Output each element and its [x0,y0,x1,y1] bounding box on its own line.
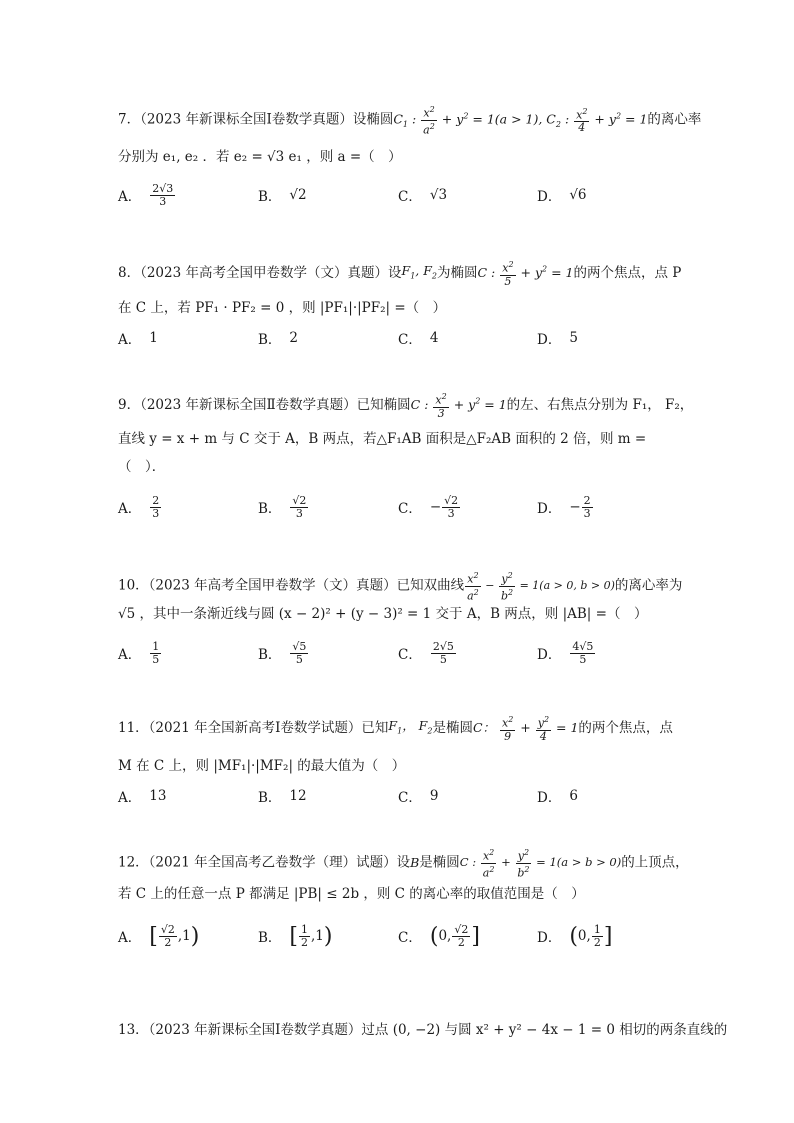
q12-option-d[interactable]: D． ( 0, $\frac{1}{2}$ ] [537,922,613,949]
q7-option-b[interactable]: B． √2 [258,187,307,205]
q11-option-d[interactable]: D． 6 [537,788,578,806]
q9-option-c[interactable]: C． − $\frac{√2}{3}$ [398,493,459,520]
q9-option-d[interactable]: D． − $\frac{2}{3}$ [537,493,591,520]
q11-option-b[interactable]: B． 12 [258,788,307,806]
q9-line3: （ ）． [118,459,166,475]
q10-line2: √5 ，其中一条渐近线与圆 (x − 2)² + (y − 3)² = 1 交于 A，B 两点，则 |AB| =（ ） [118,606,648,622]
q7-line1 [118,104,701,136]
q11-options [118,779,678,813]
q11-option-c[interactable]: C． 9 [398,788,439,806]
q9-option-b[interactable]: B． $\frac{√2}{3}$ [258,493,307,520]
q11-line2: M 在 C 上，则 |MF₁|·|MF₂| 的最大值为（ ） [118,758,406,774]
q7-math: $C_1$ : $\frac{x^2}{a^2}$ + $y^2 = 1(a > 1)$, $C_2$ : $\frac{x^2}{4}$ + $y^2 = 1$ [393,105,648,137]
q13-line1: 13．（2023 年新课标全国Ⅰ卷数学真题）过点 (0, −2) 与圆 x² + y² − 4x − 1 = 0 相切的两条直线的 [118,1022,728,1038]
q8-option-a[interactable]: A． 1 [118,330,158,348]
q9-line2: 直线 y = x + m 与 C 交于 A，B 两点，若△F₁AB 面积是△F₂AB 面积的 2 倍，则 m = [118,431,647,447]
q10-option-d[interactable]: D． $\frac{4√5}{5}$ [537,639,594,666]
q10-option-c[interactable]: C． $\frac{2√5}{5}$ [398,639,454,666]
q10-option-b[interactable]: B． $\frac{√5}{5}$ [258,639,307,666]
q12-line1: 12．（2021 年全国高考乙卷数学（理）试题）设B是椭圆C : $\frac{x^2}{a^2}$ + $\frac{y^2}{b^2}$ = 1(a > b > 0)的上顶点， [118,848,689,880]
q11-line1: 11．（2021 年全国新高考Ⅰ卷数学试题）已知$F_1$， $F_2$是椭圆C： $\frac{x^2}{9}$ + $\frac{y^2}{4}$ = 1的两个焦点，点 [118,715,673,743]
q7-option-c[interactable]: C． √3 [398,187,448,205]
q9-options [118,490,678,524]
q8-option-c[interactable]: C． 4 [398,330,439,348]
q7-option-d[interactable]: D． √6 [537,187,587,205]
q7-options [118,178,678,212]
q7-prefix: 7．（2023 年新课标全国Ⅰ卷数学真题）设椭圆 [118,111,394,128]
q12-option-a[interactable]: A． [ $\frac{√2}{2}$ ,1 ) [118,922,200,949]
q12-options [118,919,678,953]
q9-option-a[interactable]: A． $\frac{2}{3}$ [118,493,160,520]
q7-suffix: 的离心率 [647,111,702,128]
q12-option-b[interactable]: B． [ $\frac{1}{2}$ ,1 ) [258,922,333,949]
q10-option-a[interactable]: A． $\frac{1}{5}$ [118,639,160,666]
q8-line2: 在 C 上，若 PF₁ · PF₂ = 0 ，则 |PF₁|·|PF₂| =（ ） [118,300,447,316]
q10-line1: 10．（2023 年高考全国甲卷数学（文）真题）已知双曲线 $\frac{x^2}{a^2}$ − $\frac{y^2}{b^2}$ = 1(a > 0, b > 0)的离心率为 [118,571,683,603]
q9-line1: 9．（2023 年新课标全国Ⅱ卷数学真题）已知椭圆C : $\frac{x^2}{3}$ + $y^2 = 1$的左、右焦点分别为 F₁， F₂， [118,392,694,420]
q11-option-a[interactable]: A． 13 [118,788,167,806]
q8-line1: 8．（2023 年高考全国甲卷数学（文）真题）设$F_1$, $F_2$为椭圆C : $\frac{x^2}{5}$ + $y^2 = 1$的两个焦点，点 P [118,260,682,288]
q10-options [118,636,678,670]
q7-option-a[interactable]: A． $\frac{2√3}{3}$ [118,181,174,208]
q12-line2: 若 C 上的任意一点 P 都满足 |PB| ≤ 2b ，则 C 的离心率的取值范围是（ ） [118,886,585,902]
q7-line2: 分别为 e₁, e₂ ．若 e₂ = √3 e₁ ，则 a =（ ） [118,149,402,165]
q8-options [118,321,678,355]
q8-option-d[interactable]: D． 5 [537,330,578,348]
q8-option-b[interactable]: B． 2 [258,330,299,348]
q12-option-c[interactable]: C． ( 0, $\frac{√2}{2}$ ] [398,922,480,949]
